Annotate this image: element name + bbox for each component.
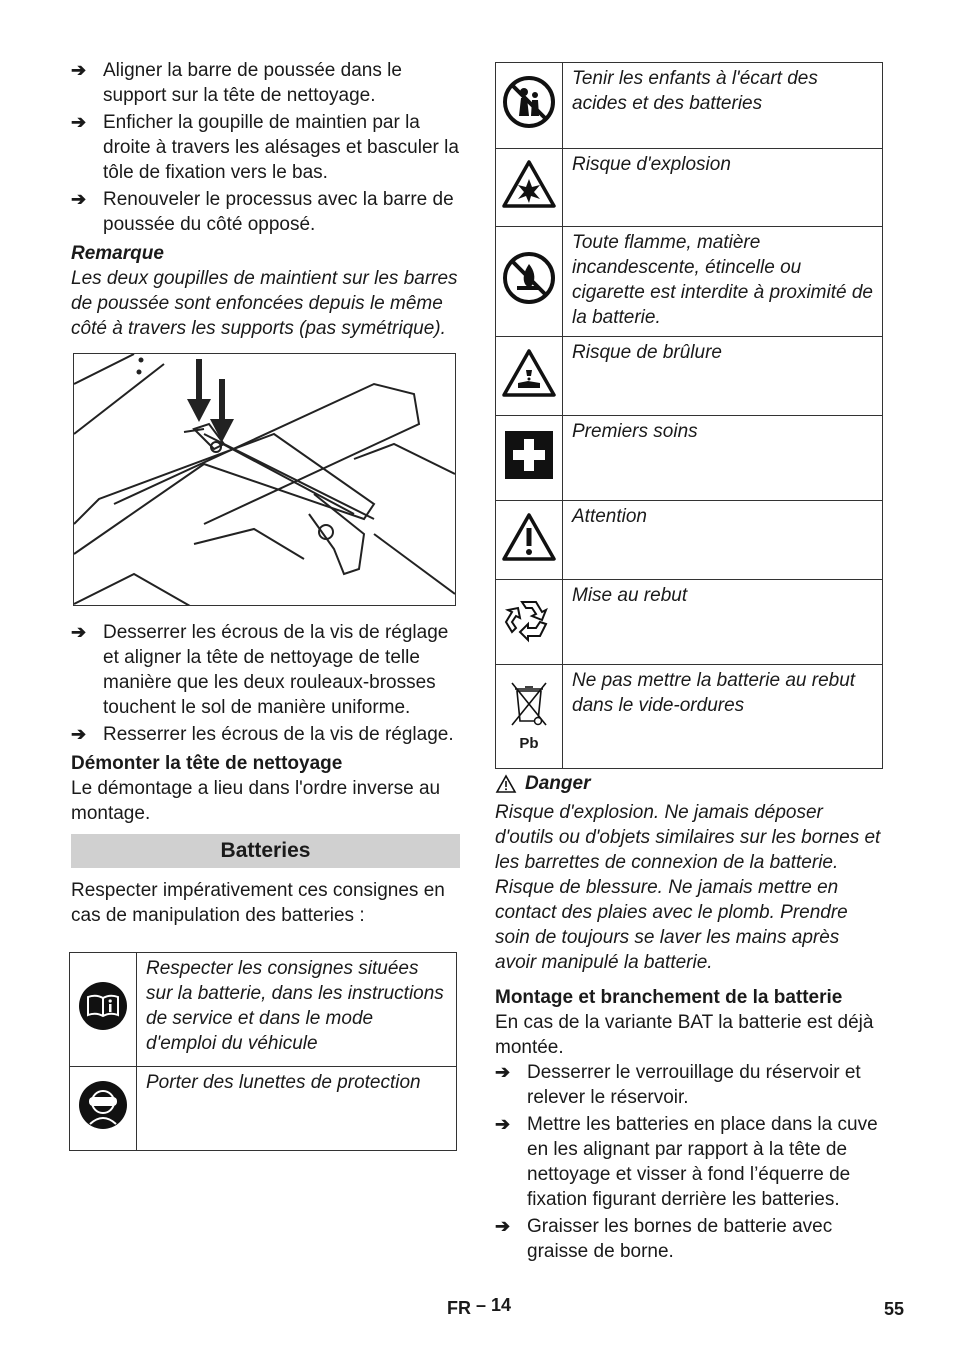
list-item: ➔ Enficher la goupille de maintien par la droite à travers les alésages et basculer la tôle de fixation vers le bas. — [71, 112, 459, 183]
attention-icon — [502, 512, 556, 562]
remark-title: Remarque — [71, 243, 164, 264]
arrow-icon: ➔ — [495, 1062, 511, 1082]
mount-text: En cas de la variante BAT la batterie est déjà montée. — [495, 1012, 874, 1058]
right-column — [495, 62, 883, 1266]
page-number: 55 — [884, 1299, 905, 1319]
symbol-table-right — [495, 62, 883, 769]
table-row: Tenir les enfants à l'écart des acides et des batteries — [496, 63, 883, 149]
intro-text: Respecter impérativement ces consignes en cas de manipulation des batteries : — [71, 880, 445, 926]
left-column — [71, 58, 460, 1151]
table-row: Respecter les consignes situées sur la batterie, dans les instructions de service et dans le mode d'emploi du véhicule — [70, 953, 457, 1067]
section-title: Batteries — [71, 834, 460, 868]
no-flame-icon — [503, 252, 555, 304]
list-item: ➔ Desserrer les écrous de la vis de réglage et aligner la tête de nettoyage de telle manière que les deux rouleaux-brosses touchent le sol de manière uniforme. — [71, 622, 449, 718]
safety-goggles-icon — [78, 1080, 128, 1130]
arrow-icon: ➔ — [71, 622, 87, 642]
table-row: Toute flamme, matière incandescente, étincelle ou cigarette est interdite à proximité de la batterie. — [496, 227, 883, 337]
arrow-icon: ➔ — [71, 112, 87, 132]
footer-page-label: FR – 14 — [447, 1295, 512, 1318]
arrow-icon: ➔ — [71, 189, 87, 209]
table-row: Pb Ne pas mettre la batterie au rebut dans le vide-ordures — [496, 665, 883, 769]
list-item: ➔ Renouveler le processus avec la barre de poussée du côté opposé. — [71, 189, 454, 235]
list-item: ➔ Desserrer le verrouillage du réservoir et relever le réservoir. — [495, 1062, 861, 1108]
arrow-icon: ➔ — [71, 60, 87, 80]
table-row: Risque de brûlure — [496, 337, 883, 416]
arrow-icon: ➔ — [495, 1216, 511, 1236]
table-row: Attention — [496, 501, 883, 580]
manual-info-icon — [78, 981, 128, 1031]
danger-text: Risque d'explosion. Ne jamais déposer d'outils ou d'objets similaires sur les bornes et les barrettes de connexion de la batterie. Risque de blessure. Ne jamais mettre en contact des plaies avec le plomb. Prendre soin de toujours se laver les mains après avoir manipulé la batterie. — [495, 802, 881, 973]
table-row: Risque d'explosion — [496, 149, 883, 227]
table-row: Mise au rebut — [496, 580, 883, 665]
keep-children-away-icon — [503, 76, 555, 128]
explosion-warning-icon — [502, 159, 556, 209]
list-item: ➔ Mettre les batteries en place dans la cuve en les alignant par rapport à la tête de nettoyage et visser à fond l’équerre de fixation figurant derrière les batteries. — [495, 1114, 878, 1210]
table-row: Porter des lunettes de protection — [70, 1067, 457, 1151]
dismount-text: Le démontage a lieu dans l'ordre inverse au montage. — [71, 778, 441, 824]
mount-title: Montage et branchement de la batterie — [495, 987, 843, 1008]
corrosive-burn-icon — [502, 348, 556, 398]
remark-text: Les deux goupilles de maintient sur les barres de poussée sont enfoncées depuis le même côté à travers les supports (pas symétrique). — [71, 268, 458, 339]
list-item: ➔ Aligner la barre de poussée dans le support sur la tête de nettoyage. — [71, 60, 402, 106]
list-item: ➔ Resserrer les écrous de la vis de réglage. — [71, 724, 454, 745]
push-bar-illustration — [73, 353, 456, 606]
list-item: ➔ Graisser les bornes de batterie avec graisse de borne. — [495, 1216, 833, 1262]
recycle-icon — [502, 594, 556, 644]
first-aid-icon — [504, 430, 554, 480]
arrow-icon: ➔ — [495, 1114, 511, 1134]
danger-title: Danger — [495, 771, 883, 796]
symbol-table-left — [69, 952, 457, 1151]
dismount-title: Démonter la tête de nettoyage — [71, 753, 343, 774]
table-row: Premiers soins — [496, 416, 883, 501]
warning-triangle-icon — [495, 774, 517, 794]
crossed-bin-pb-icon: Pb — [509, 679, 549, 751]
arrow-icon: ➔ — [71, 724, 87, 744]
